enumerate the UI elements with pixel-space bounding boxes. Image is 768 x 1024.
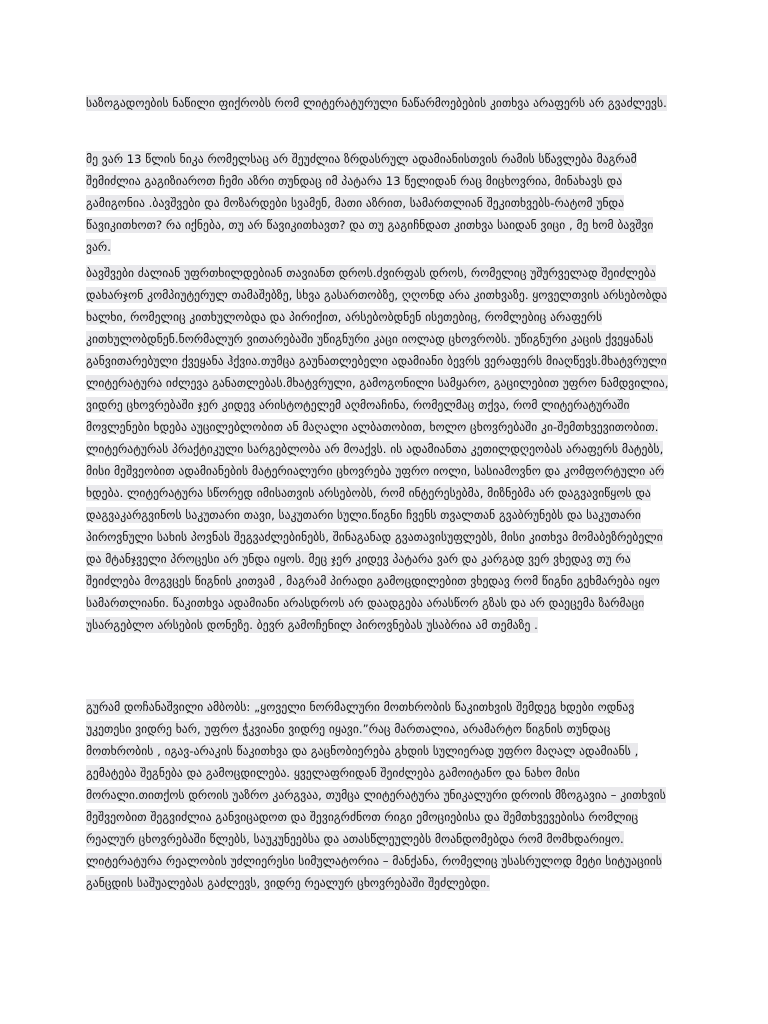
paragraph-3-text: ბავშვები ძალიან უფრთხილდებიან თავიანთ დროს.ძვირფას დროს, რომელიც უშურველად შეიძლება დახარჯონ კომპიუტერულ თამაშებზე, სხვა გასართობზე, ღღონდ არა კითხვაზე. ყოველთვის არსებობდა ხალხი, რომელიც კითხულობდა და პირიქით, არსებობდნენ ისეთებიც, რომლებიც არაფერს კითხულობდნენ.ნორმალურ ვითარებაში უწიგნური კაცი იოლად ცხოვრობს. უწიგნური კაცის ქვეყანას განვითარებული ქვეყანა ჰქვია.თუმცა გაუნათლებელი ადამიანი ბევრს ვერაფერს მიაღწევს.მხატვრული ლიტერატურა იძლევა განათლებას.მხატვრული, გამოგონილი სამყარო, გაცილებით უფრო ნამდვილია, ვიდრე ცხოვრებაში ჯერ კიდევ არისტოტელემ აღმოაჩინა, რომელმაც თქვა, რომ ლიტერატურაში მოვლენები ხდება აუცილებლობით ან მაღალი ალბათობით, ხოლო ცხოვრებაში კი-შემთხვევითობით. ლიტერატურას პრაქტიკული სარგებლობა არ მოაქვს. ის ადამიანთა კეთილდღეობას არაფერს მატებს, მისი მეშვეობით ადამიანების მატერიალური ცხოვრება უფრო იოლი, სასიამოვნო და კომფორტული არ ხდება. ლიტერატურა სწორედ იმისათვის არსებობს, რომ ინტერესებმა, მიზნებმა არ დაგვავიწყოს და დაგვაკარგვინოს საკუთარი თავი, საკუთარი სული.წიგნი ჩვენს თვალთან გვაბრუნებს და საკუთარი პიროვნული სახის პოვნას შეგვაძლებინებს, შინაგანად გვათავისუფლებს, მისი კითხვა მომაბეზრებელი და მტანჯველი პროცესი არ უნდა იყოს. მეც ჯერ კიდევ პატარა ვარ და კარგად ვერ ვხედავ თუ რა შეიძლება მოგვცეს წიგნის კითვამ , მაგრამ პირადი გამოცდილებით ვხედავ რომ წიგნი გეხმარება იყო სამართლიანი. წაკითხვა ადამიანი არასდროს არ დაადგება არასწორ გზას და არ დაეცემა ზარმაცი უსარგებლო არსების დონეზე. ბევრ გამოჩენილ პიროვნებას უსაბრია ამ თემაზე . xyxy=(86,266,669,632)
paragraph-1 xyxy=(86,92,680,114)
paragraph-2 xyxy=(86,148,680,258)
paragraph-1-text: საზოგადოების ნაწილი ფიქრობს რომ ლიტერატურული ნაწარმოებების კითხვა არაფერს არ გვაძლევს. xyxy=(86,96,667,110)
paragraph-3 xyxy=(86,262,680,636)
paragraph-4 xyxy=(86,696,680,894)
paragraph-2-text: მე ვარ 13 წლის ნიკა რომელსაც არ შეუძლია ზრდასრულ ადამიანისთვის რამის სწავლება მაგრამ შემიძლია გაგიზიაროთ ჩემი აზრი თუნდაც იმ პატარა 13 წელიდან რაც მიცხოვრია, მინახავს და გამიგონია .ბავშვები და მოზარდები სვამენ, მათი აზრით, სამართლიან შეკითხვებს-რატომ უნდა წავიკითხოთ? რა იქნება, თუ არ წავიკითხავთ? და თუ გაგიჩნდათ კითხვა საიდან ვიცი , მე ხომ ბავშვი ვარ. xyxy=(86,152,654,254)
paragraph-4-text: გურამ დოჩანაშვილი ამბობს: „ყოველი ნორმალური მოთხრობის წაკითხვის შემდეგ ხდები ოდნავ უკეთესი ვიდრე ხარ, უფრო ჭკვიანი ვიდრე იყავი.”რაც მართალია, არამარტო წიგნის თუნდაც მოთხრობის , იგავ-არაკის წაკითხვა და გაცნობიერება გხდის სულიერად უფრო მაღალ ადამიანს , გემატება შეგნება და გამოცდილება. ყველაფრიდან შეიძლება გამოიტანო და ნახო მისი მორალი.თითქოს დროის უაზრო კარგვაა, თუმცა ლიტერატურა უნიკალური დროის მზოგავია – კითხვის მეშვეობით შეგვიძლია განვიცადოთ და შევიგრძნოთ რიგი ემოციებისა და შემთხვევებისა რომლიც რეალურ ცხოვრებაში წლებს, საუკუნეებსა და ათასწლეულებს მოანდომებდა რომ მომხდარიყო. ლიტერატურა რეალობის უძლიერესი სიმულატორია – მანქანა, რომელიც უსასრულოდ მეტი სიტუაციის განცდის საშუალებას გაძლევს, ვიდრე რეალურ ცხოვრებაში შეძლებდი. xyxy=(86,700,666,890)
